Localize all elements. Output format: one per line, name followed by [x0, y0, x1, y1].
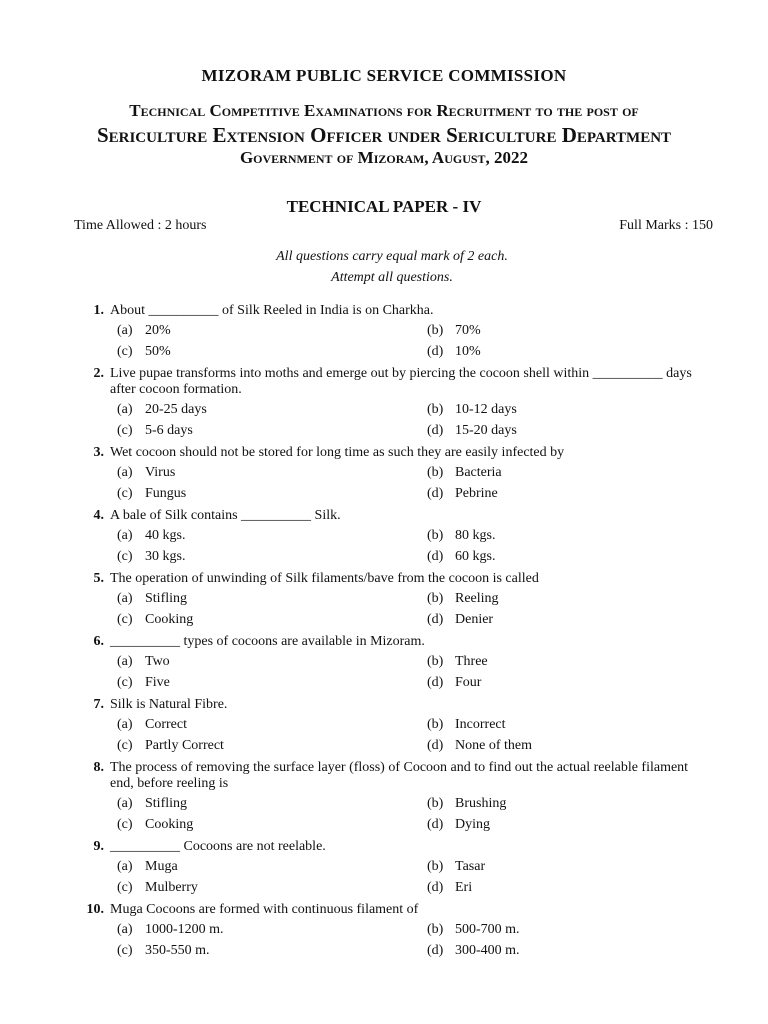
question-text: Wet cocoon should not be stored for long time as such they are easily infected by	[110, 445, 565, 460]
answer-option	[427, 421, 517, 441]
answer-option	[117, 794, 187, 814]
option-text: Three	[455, 654, 488, 669]
instruction-attempt: Attempt all questions.	[331, 270, 453, 285]
option-text: 80 kgs.	[455, 528, 496, 543]
answer-option	[117, 400, 207, 420]
option-text: Stifling	[145, 591, 188, 606]
option-grid	[0, 526, 768, 568]
option-text: Muga	[145, 859, 178, 874]
answer-option	[427, 463, 502, 483]
answer-option	[117, 342, 171, 362]
question-number: 6.	[93, 634, 104, 649]
option-text: 30 kgs.	[145, 549, 186, 564]
answer-option	[117, 715, 187, 735]
option-text: Cooking	[145, 612, 194, 627]
post-title: Sericulture Extension Officer under Sericulture Department	[96, 123, 672, 147]
answer-option	[427, 484, 498, 504]
answer-option	[117, 920, 224, 940]
option-text: 40 kgs.	[145, 528, 186, 543]
option-text: 5-6 days	[145, 423, 193, 438]
answer-option	[427, 857, 485, 877]
answer-option	[117, 673, 170, 693]
option-grid	[0, 920, 768, 962]
option-label: (b)	[427, 796, 444, 811]
option-label: (d)	[427, 880, 444, 895]
option-label: (d)	[427, 675, 444, 690]
question-text: Muga Cocoons are formed with continuous filament of	[110, 902, 419, 917]
question-stem	[0, 837, 768, 857]
option-label: (b)	[427, 922, 444, 937]
option-text: Incorrect	[455, 717, 506, 732]
option-label: (d)	[427, 423, 444, 438]
option-text: Tasar	[455, 859, 486, 874]
question-item	[0, 301, 768, 363]
question-number: 5.	[93, 571, 104, 586]
option-grid	[0, 463, 768, 505]
option-text: 20%	[145, 323, 171, 338]
question-item	[0, 758, 768, 836]
answer-option	[427, 547, 495, 567]
answer-option	[427, 589, 499, 609]
answer-option	[427, 794, 506, 814]
question-item	[0, 837, 768, 899]
option-label: (b)	[427, 528, 444, 543]
option-grid	[0, 400, 768, 442]
option-label: (b)	[427, 591, 444, 606]
option-label: (c)	[117, 675, 133, 690]
instruction-marks: All questions carry equal mark of 2 each.	[276, 249, 508, 264]
question-text: Silk is Natural Fibre.	[110, 697, 228, 712]
option-text: 1000-1200 m.	[145, 922, 224, 937]
option-label: (c)	[117, 344, 133, 359]
paper-title: TECHNICAL PAPER - IV	[286, 197, 482, 216]
option-text: 50%	[145, 344, 171, 359]
question-stem	[0, 758, 768, 794]
option-grid	[0, 652, 768, 694]
option-grid	[0, 321, 768, 363]
option-label: (c)	[117, 943, 133, 958]
time-allowed: Time Allowed : 2 hours	[74, 218, 207, 233]
question-item	[0, 632, 768, 694]
answer-option	[117, 484, 186, 504]
answer-option	[427, 342, 481, 362]
question-number: 3.	[93, 445, 104, 460]
answer-option	[117, 941, 210, 961]
option-label: (c)	[117, 612, 133, 627]
answer-option	[117, 526, 185, 546]
answer-option	[427, 941, 520, 961]
option-label: (a)	[117, 796, 133, 811]
answer-option	[427, 715, 506, 735]
option-label: (a)	[117, 654, 133, 669]
option-grid	[0, 857, 768, 899]
option-text: Cooking	[145, 817, 194, 832]
option-label: (d)	[427, 344, 444, 359]
question-item	[0, 900, 768, 962]
government-date-line: Government of Mizoram, August, 2022	[239, 148, 529, 167]
answer-option	[117, 815, 193, 835]
answer-option	[427, 526, 495, 546]
answer-option	[427, 920, 520, 940]
option-text: 70%	[455, 323, 481, 338]
option-text: Two	[145, 654, 170, 669]
question-item	[0, 443, 768, 505]
answer-option	[117, 878, 198, 898]
question-stem	[0, 695, 768, 715]
question-stem	[0, 900, 768, 920]
full-marks: Full Marks : 150	[619, 218, 713, 233]
option-text: Partly Correct	[145, 738, 224, 753]
option-label: (a)	[117, 402, 133, 417]
answer-option	[427, 673, 481, 693]
question-number: 1.	[93, 303, 104, 318]
question-text: About __________ of Silk Reeled in India is on Charkha.	[110, 303, 434, 318]
question-stem	[0, 569, 768, 589]
question-stem	[0, 632, 768, 652]
option-label: (a)	[117, 323, 133, 338]
option-label: (c)	[117, 486, 133, 501]
question-number: 2.	[93, 366, 104, 381]
option-text: Fungus	[145, 486, 187, 501]
answer-option	[427, 321, 481, 341]
option-text: Pebrine	[455, 486, 498, 501]
question-text: __________ types of cocoons are available in Mizoram.	[110, 634, 425, 649]
option-text: Correct	[145, 717, 187, 732]
option-text: Brushing	[455, 796, 507, 811]
answer-option	[117, 736, 224, 756]
option-text: 15-20 days	[455, 423, 517, 438]
option-label: (d)	[427, 817, 444, 832]
option-label: (c)	[117, 738, 133, 753]
option-text: Bacteria	[455, 465, 502, 480]
question-text: A bale of Silk contains __________ Silk.	[110, 508, 341, 523]
option-label: (c)	[117, 549, 133, 564]
option-label: (b)	[427, 465, 444, 480]
question-item	[0, 569, 768, 631]
option-label: (b)	[427, 859, 444, 874]
option-label: (a)	[117, 717, 133, 732]
question-text: __________ Cocoons are not reelable.	[110, 839, 326, 854]
option-label: (d)	[427, 612, 444, 627]
option-text: Virus	[145, 465, 176, 480]
answer-option	[427, 736, 532, 756]
question-stem	[0, 364, 768, 400]
option-text: 500-700 m.	[455, 922, 520, 937]
question-stem	[0, 506, 768, 526]
option-text: 350-550 m.	[145, 943, 210, 958]
answer-option	[117, 463, 175, 483]
option-label: (b)	[427, 323, 444, 338]
option-text: Stifling	[145, 796, 188, 811]
option-label: (b)	[427, 654, 444, 669]
option-text: Four	[455, 675, 482, 690]
option-label: (b)	[427, 402, 444, 417]
option-label: (b)	[427, 717, 444, 732]
option-text: Eri	[455, 880, 473, 895]
option-grid	[0, 715, 768, 757]
question-text: Live pupae transforms into moths and emerge out by piercing the cocoon shell within __________ days after cocoon formation.	[110, 366, 692, 397]
answer-option	[117, 652, 170, 672]
exam-subtitle: Technical Competitive Examinations for Recruitment to the post of	[129, 101, 639, 120]
option-label: (a)	[117, 591, 133, 606]
answer-option	[117, 589, 187, 609]
question-stem	[0, 443, 768, 463]
option-grid	[0, 794, 768, 836]
option-grid	[0, 589, 768, 631]
option-label: (c)	[117, 423, 133, 438]
option-text: 20-25 days	[145, 402, 207, 417]
question-text: The operation of unwinding of Silk filaments/bave from the cocoon is called	[110, 571, 539, 586]
option-text: None of them	[455, 738, 532, 753]
option-label: (a)	[117, 465, 133, 480]
question-number: 4.	[93, 508, 104, 523]
option-text: 300-400 m.	[455, 943, 520, 958]
option-label: (d)	[427, 738, 444, 753]
answer-option	[117, 547, 185, 567]
option-label: (c)	[117, 817, 133, 832]
answer-option	[117, 321, 171, 341]
answer-option	[117, 857, 178, 877]
answer-option	[427, 878, 472, 898]
question-item	[0, 364, 768, 442]
commission-title: MIZORAM PUBLIC SERVICE COMMISSION	[201, 66, 567, 85]
option-label: (a)	[117, 922, 133, 937]
option-text: 10-12 days	[455, 402, 517, 417]
option-text: Mulberry	[145, 880, 198, 895]
option-text: 60 kgs.	[455, 549, 496, 564]
option-label: (c)	[117, 880, 133, 895]
option-text: Reeling	[455, 591, 499, 606]
question-stem	[0, 301, 768, 321]
answer-option	[427, 815, 490, 835]
option-label: (a)	[117, 859, 133, 874]
question-item	[0, 506, 768, 568]
option-label: (d)	[427, 486, 444, 501]
option-text: Five	[145, 675, 170, 690]
answer-option	[427, 610, 493, 630]
question-number: 10.	[86, 902, 104, 917]
option-label: (a)	[117, 528, 133, 543]
question-item	[0, 695, 768, 757]
option-text: Dying	[455, 817, 490, 832]
answer-option	[117, 421, 193, 441]
option-text: Denier	[455, 612, 494, 627]
question-number: 7.	[93, 697, 104, 712]
answer-option	[117, 610, 193, 630]
question-number: 8.	[93, 760, 104, 775]
question-text: The process of removing the surface layer (floss) of Cocoon and to find out the actual reelable filament end, before reeling is	[110, 760, 689, 791]
option-label: (d)	[427, 943, 444, 958]
option-text: 10%	[455, 344, 481, 359]
answer-option	[427, 400, 517, 420]
option-label: (d)	[427, 549, 444, 564]
answer-option	[427, 652, 488, 672]
question-number: 9.	[93, 839, 104, 854]
question-list	[0, 301, 768, 963]
